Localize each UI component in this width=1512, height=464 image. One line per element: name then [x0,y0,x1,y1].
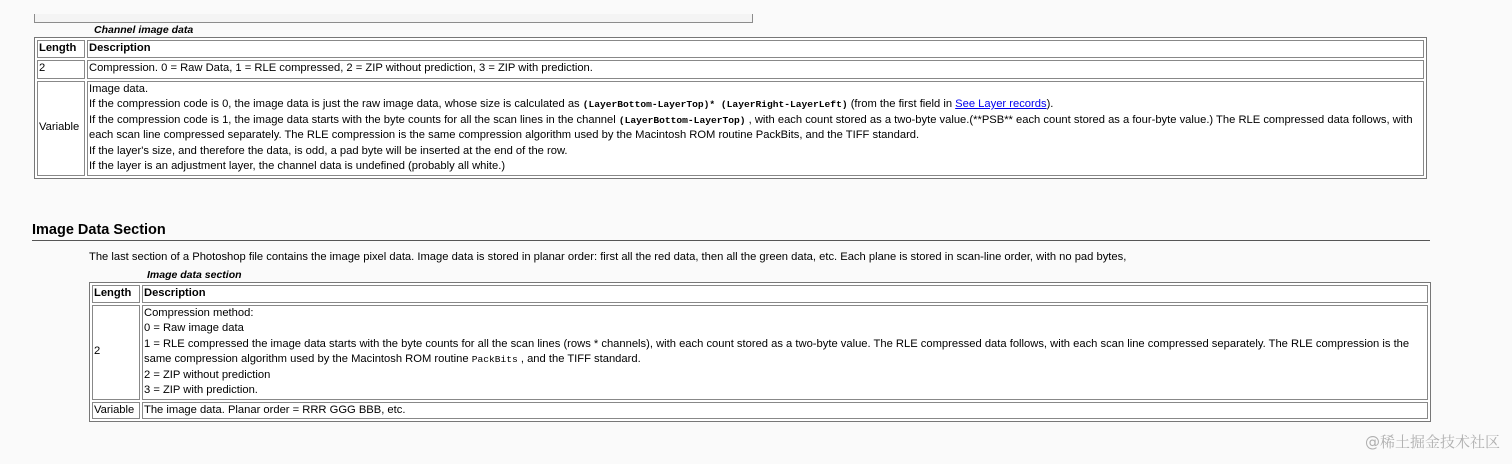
code-snippet: PackBits [471,354,518,365]
section-intro: The last section of a Photoshop file contains the image pixel data. Image data is stored in planar order: first all the red data, then all the green data, etc. Each plane is stored in scan-line order, with no pad bytes, [89,251,1127,263]
section-title: Image Data Section [32,222,166,238]
description-line: Compression method: [144,306,254,319]
description-line: If the layer is an adjustment layer, the channel data is undefined (probably all white.) [89,160,506,172]
channel-image-data-table [34,37,1427,179]
length-cell: 2 [37,60,85,79]
table-header-row [92,285,1428,303]
table-row [37,60,1424,79]
length-cell: Variable [37,81,85,176]
description-cell: The image data. Planar order = RRR GGG BBB, etc. [142,402,1428,420]
description-line: If the compression code is 0, the image data is just the raw image data, whose size is calculated as (LayerBottom-LayerTop)* (LayerRight-LayerLeft) (from the first field in See Layer records). [89,98,1054,110]
code-snippet: (LayerBottom-LayerTop)* (LayerRight-LayerLeft) [582,99,848,110]
description-line: 0 = Raw image data [144,322,244,334]
length-header: Length [37,40,85,58]
image-table-caption: Image data section [147,269,242,281]
description-header: Description [142,285,1428,303]
length-cell: Variable [92,402,140,420]
see-layer-records-link[interactable]: See Layer records [955,98,1047,110]
watermark: @稀土掘金技术社区 [1364,433,1500,451]
section-divider [32,240,1430,241]
table-row [37,81,1424,176]
channel-table-caption: Channel image data [94,24,194,36]
table-row [92,402,1428,420]
description-header: Description [87,40,1424,58]
description-line: 3 = ZIP with prediction. [144,384,258,396]
description-line: If the compression code is 1, the image data starts with the byte counts for all the scan lines in the channel (LayerBottom-LayerTop) , with each count stored as a two-byte value.(**PSB** each count stored as a four-byte value.) The RLE compressed data follows, with each scan line compressed separately. The RLE compression is the same compression algorithm used by the Macintosh ROM routine PackBits, and the TIFF standard. [89,113,1413,141]
description-line: 1 = RLE compressed the image data starts with the byte counts for all the scan lines (rows * channels), with each count stored as a two-byte value. The RLE compressed data follows, with each scan line compressed separately. The RLE compression is the same compression algorithm used by the Macintosh ROM routine PackBits , and the TIFF standard. [144,337,1410,365]
description-cell [142,305,1428,400]
length-header: Length [92,285,140,303]
previous-table-bottom [34,14,753,23]
description-line: Image data. [89,82,149,95]
description-cell: Compression. 0 = Raw Data, 1 = RLE compressed, 2 = ZIP without prediction, 3 = ZIP with prediction. [87,60,1424,79]
description-line: 2 = ZIP without prediction [144,368,271,381]
image-data-section-table [89,282,1431,422]
table-header-row [37,40,1424,58]
code-snippet: (LayerBottom-LayerTop) [618,114,746,126]
description-cell [87,81,1424,176]
table-row [92,305,1428,400]
length-cell: 2 [92,305,140,400]
description-line: If the layer's size, and therefore the data, is odd, a pad byte will be inserted at the end of the row. [89,144,568,157]
